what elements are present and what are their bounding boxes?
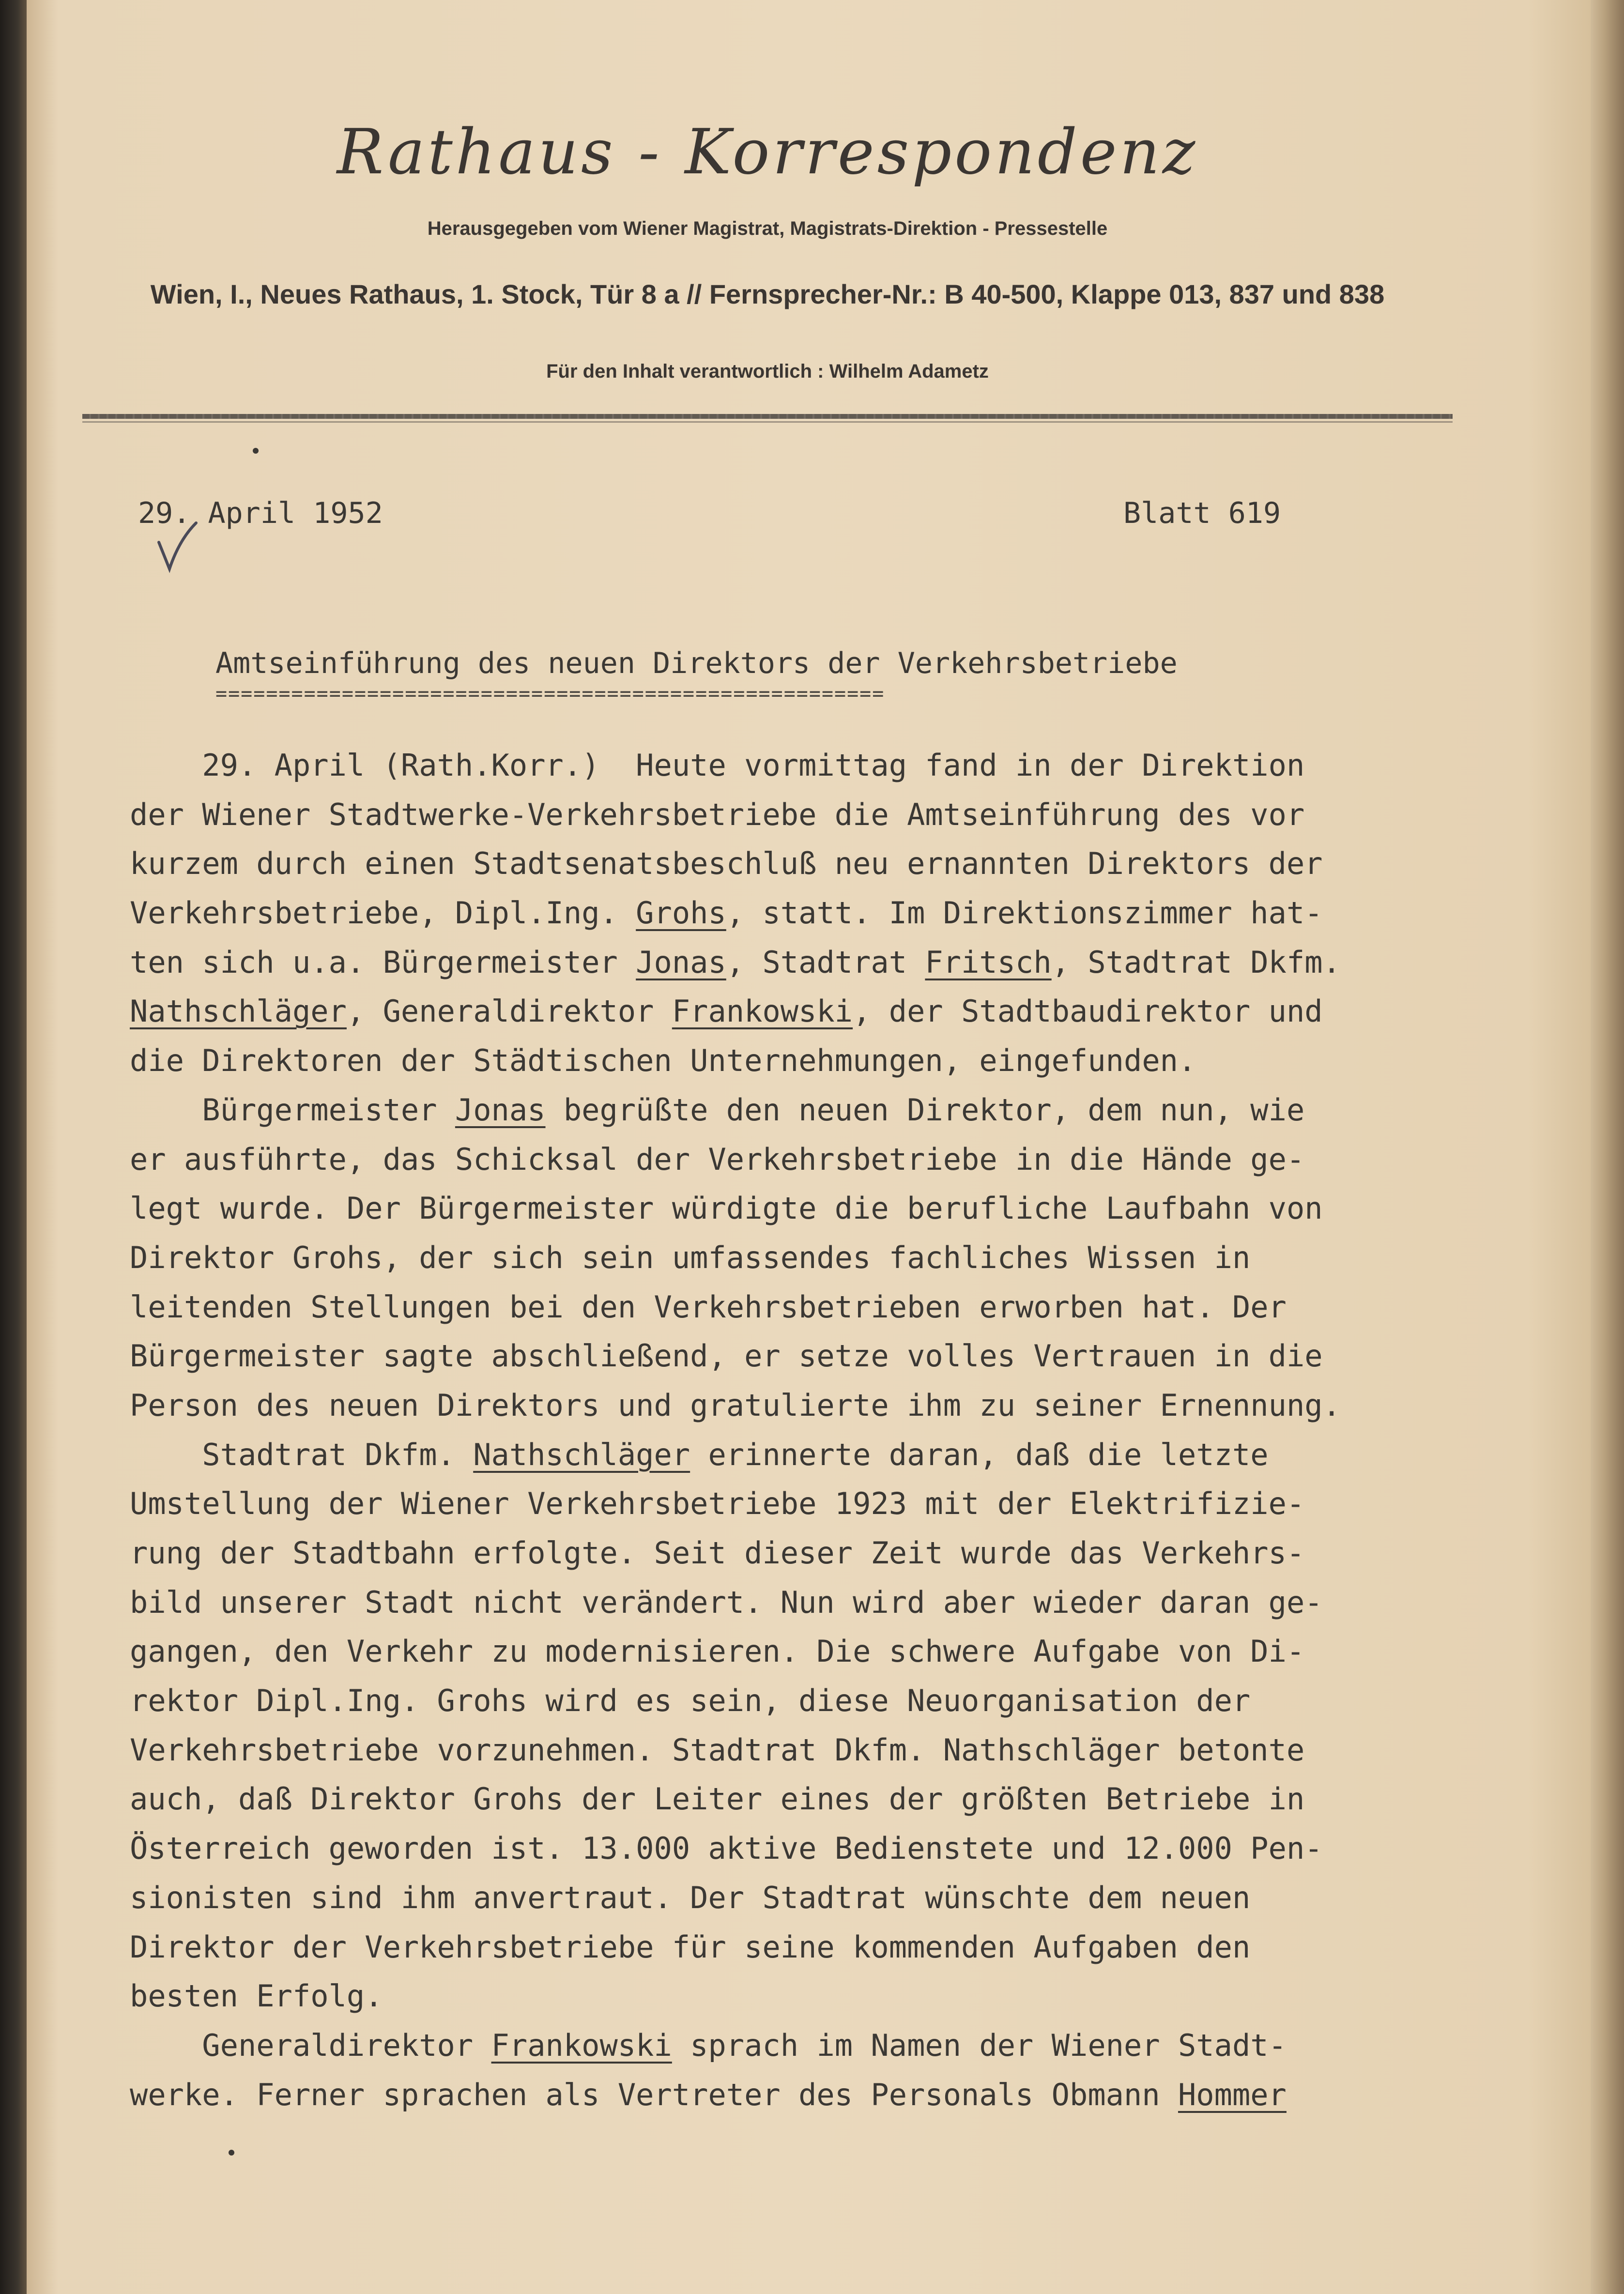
text-line — [130, 1283, 1471, 1332]
text-line — [130, 790, 1471, 840]
masthead-title: Rathaus - Korrespondenz — [337, 116, 1198, 188]
text-line — [130, 1381, 1471, 1430]
text-line — [130, 1824, 1471, 1873]
text-segment: leitenden Stellungen bei den Verkehrsbetrieben erworben hat. Der — [130, 1289, 1287, 1325]
text-segment: Verkehrsbetriebe vorzunehmen. Stadtrat Dkfm. Nathschläger betonte — [130, 1732, 1305, 1768]
text-segment: Österreich geworden ist. 13.000 aktive Bedienstete und 12.000 Pen- — [130, 1831, 1323, 1866]
text-segment: bild unserer Stadt nicht verändert. Nun wird aber wieder daran ge- — [130, 1584, 1323, 1620]
text-line — [130, 2021, 1471, 2070]
headline-double-underline: ===================================================== — [215, 683, 885, 705]
text-line — [130, 2070, 1471, 2120]
text-segment: besten Erfolg. — [130, 1978, 383, 2014]
article-headline: Amtseinführung des neuen Direktors der Verkehrsbetriebe — [215, 646, 1178, 680]
text-segment: begrüßte den neuen Direktor, dem nun, wie — [545, 1092, 1305, 1128]
text-segment: Stadtrat Dkfm. — [130, 1437, 474, 1472]
text-segment: 29. April (Rath.Korr.) Heute vormittag fand in der Direktion — [130, 748, 1305, 783]
text-line — [130, 1479, 1471, 1529]
underlined-name: Fritsch — [925, 944, 1052, 980]
text-line — [130, 987, 1471, 1036]
text-line — [130, 1578, 1471, 1627]
sheet-number: Blatt 619 — [1123, 496, 1281, 530]
text-segment: Verkehrsbetriebe, Dipl.Ing. — [130, 895, 636, 931]
document-date: 29. April 1952 — [138, 496, 383, 530]
underlined-name: Jonas — [455, 1092, 546, 1128]
text-segment: die Direktoren der Städtischen Unternehmungen, eingefunden. — [130, 1043, 1196, 1079]
text-segment: Direktor der Verkehrsbetriebe für seine kommenden Aufgaben den — [130, 1929, 1251, 1965]
underlined-name: Nathschläger — [130, 994, 347, 1029]
text-line — [130, 1233, 1471, 1283]
text-segment: , Stadtrat Dkfm. — [1051, 944, 1341, 980]
ink-dot — [229, 2150, 234, 2156]
text-segment: , statt. Im Direktionszimmer hat- — [726, 895, 1323, 931]
text-segment: erinnerte daran, daß die letzte — [690, 1437, 1269, 1472]
text-line — [130, 1430, 1471, 1480]
text-line — [130, 741, 1471, 790]
underlined-name: Hommer — [1178, 2077, 1287, 2112]
text-line — [130, 888, 1471, 938]
letterhead-rule-thin — [82, 421, 1453, 423]
text-segment: rung der Stadtbahn erfolgte. Seit dieser Zeit wurde das Verkehrs- — [130, 1535, 1305, 1571]
text-line — [130, 1135, 1471, 1184]
text-line — [130, 839, 1471, 888]
text-segment: er ausführte, das Schicksal der Verkehrsbetriebe in die Hände ge- — [130, 1141, 1305, 1177]
text-segment: , Stadtrat — [726, 944, 925, 980]
text-line — [130, 1972, 1471, 2021]
binding-shadow — [0, 0, 29, 2294]
text-line — [130, 1529, 1471, 1578]
text-line — [130, 938, 1471, 987]
text-line — [130, 1331, 1471, 1381]
text-segment: rektor Dipl.Ing. Grohs wird es sein, diese Neuorganisation der — [130, 1683, 1251, 1719]
article-body — [130, 741, 1471, 2119]
masthead-address: Wien, I., Neues Rathaus, 1. Stock, Tür 8 a // Fernsprecher-Nr.: B 40-500, Klappe 013, 837 und 838 — [150, 279, 1385, 309]
text-line — [130, 1923, 1471, 1972]
masthead-publisher: Herausgegeben vom Wiener Magistrat, Magistrats-Direktion - Pressestelle — [427, 218, 1108, 239]
text-segment: , Generaldirektor — [346, 994, 672, 1029]
text-segment: auch, daß Direktor Grohs der Leiter eines der größten Betriebe in — [130, 1781, 1305, 1817]
checkmark-icon — [155, 520, 199, 574]
underlined-name: Nathschläger — [473, 1437, 690, 1472]
text-segment: werke. Ferner sprachen als Vertreter des Personals Obmann — [130, 2077, 1178, 2112]
text-segment: gangen, den Verkehr zu modernisieren. Die schwere Aufgabe von Di- — [130, 1634, 1305, 1669]
text-line — [130, 1676, 1471, 1726]
text-line — [130, 1726, 1471, 1775]
text-segment: Direktor Grohs, der sich sein umfassendes fachliches Wissen in — [130, 1239, 1251, 1275]
text-segment: ten sich u.a. Bürgermeister — [130, 944, 636, 980]
text-line — [130, 1184, 1471, 1233]
text-line — [130, 1036, 1471, 1086]
text-segment: kurzem durch einen Stadtsenatsbeschluß neu ernannten Direktors der — [130, 846, 1323, 882]
text-line — [130, 1627, 1471, 1676]
underlined-name: Frankowski — [672, 994, 853, 1029]
text-segment: sprach im Namen der Wiener Stadt- — [672, 2027, 1287, 2063]
text-line — [130, 1873, 1471, 1923]
masthead-responsible: Für den Inhalt verantwortlich : Wilhelm Adametz — [546, 361, 989, 382]
text-segment: der Wiener Stadtwerke-Verkehrsbetriebe die Amtseinführung des vor — [130, 796, 1305, 832]
text-line — [130, 1774, 1471, 1824]
text-segment: Generaldirektor — [130, 2027, 491, 2063]
text-segment: sionisten sind ihm anvertraut. Der Stadtrat wünschte dem neuen — [130, 1880, 1251, 1915]
text-segment: , der Stadtbaudirektor und — [853, 994, 1323, 1029]
underlined-name: Grohs — [636, 895, 726, 931]
text-segment: Bürgermeister — [130, 1092, 455, 1128]
letterhead-rule — [82, 414, 1453, 419]
ink-dot — [253, 448, 259, 454]
text-segment: legt wurde. Der Bürgermeister würdigte die berufliche Laufbahn von — [130, 1191, 1323, 1226]
text-segment: Umstellung der Wiener Verkehrsbetriebe 1923 mit der Elektrifizie- — [130, 1486, 1305, 1522]
underlined-name: Frankowski — [491, 2027, 672, 2063]
underlined-name: Jonas — [636, 944, 726, 980]
text-segment: Bürgermeister sagte abschließend, er setze volles Vertrauen in die — [130, 1338, 1323, 1374]
text-line — [130, 1086, 1471, 1135]
text-segment: Person des neuen Direktors und gratulierte ihm zu seiner Ernennung. — [130, 1387, 1341, 1423]
page-edge — [1591, 0, 1624, 2294]
